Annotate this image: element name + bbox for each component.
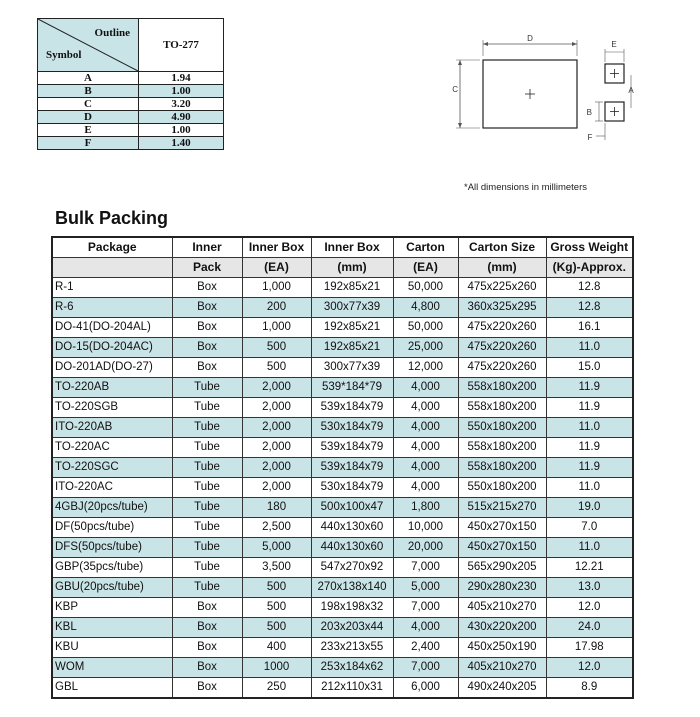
cell-inner-pack: Tube bbox=[172, 578, 242, 598]
col-header-inner: Inner bbox=[172, 237, 242, 258]
cell-carton-size: 430x220x200 bbox=[458, 618, 546, 638]
dimension-value: 1.94 bbox=[139, 72, 224, 85]
cell-package: DO-15(DO-204AC) bbox=[52, 338, 172, 358]
table-row bbox=[52, 678, 633, 699]
dimension-symbol: C bbox=[38, 98, 139, 111]
cell-inner-pack: Tube bbox=[172, 458, 242, 478]
cell-carton-size: 550x180x200 bbox=[458, 418, 546, 438]
dimension-row bbox=[38, 111, 224, 124]
cell-carton-ea: 20,000 bbox=[393, 538, 458, 558]
cell-carton-size: 290x280x230 bbox=[458, 578, 546, 598]
dimension-value: 4.90 bbox=[139, 111, 224, 124]
dimension-row bbox=[38, 98, 224, 111]
cell-inner-box-mm: 270x138x140 bbox=[311, 578, 393, 598]
label-c: C bbox=[452, 85, 458, 94]
bulk-packing-table-body bbox=[52, 278, 633, 699]
col-subheader-package bbox=[52, 258, 172, 278]
cell-inner-box-ea: 2,500 bbox=[242, 518, 311, 538]
dimension-row bbox=[38, 85, 224, 98]
label-b: B bbox=[586, 108, 592, 117]
cell-gross-weight: 12.0 bbox=[546, 598, 633, 618]
cell-inner-box-mm: 530x184x79 bbox=[311, 418, 393, 438]
table-row bbox=[52, 518, 633, 538]
cell-gross-weight: 12.21 bbox=[546, 558, 633, 578]
cell-package: GBU(20pcs/tube) bbox=[52, 578, 172, 598]
cell-inner-pack: Box bbox=[172, 318, 242, 338]
cell-inner-box-ea: 500 bbox=[242, 578, 311, 598]
cell-package: 4GBJ(20pcs/tube) bbox=[52, 498, 172, 518]
cell-gross-weight: 17.98 bbox=[546, 638, 633, 658]
cell-inner-box-mm: 539x184x79 bbox=[311, 438, 393, 458]
cell-carton-size: 450x270x150 bbox=[458, 538, 546, 558]
cell-inner-box-ea: 1,000 bbox=[242, 318, 311, 338]
table-row bbox=[52, 478, 633, 498]
table-row bbox=[52, 538, 633, 558]
dimension-symbol: D bbox=[38, 111, 139, 124]
cell-carton-size: 475x220x260 bbox=[458, 338, 546, 358]
dimension-table-body bbox=[38, 72, 224, 150]
cell-inner-box-mm: 530x184x79 bbox=[311, 478, 393, 498]
cell-inner-box-ea: 500 bbox=[242, 358, 311, 378]
cell-inner-pack: Tube bbox=[172, 558, 242, 578]
bulk-packing-title: Bulk Packing bbox=[55, 208, 169, 228]
table-row bbox=[52, 358, 633, 378]
col-subheader-carton-mm: (mm) bbox=[458, 258, 546, 278]
cell-carton-ea: 12,000 bbox=[393, 358, 458, 378]
cell-carton-ea: 4,000 bbox=[393, 398, 458, 418]
col-subheader-kg: (Kg)-Approx. bbox=[546, 258, 633, 278]
dimension-symbol: F bbox=[38, 137, 139, 150]
table-row bbox=[52, 598, 633, 618]
label-a: A bbox=[628, 86, 634, 95]
cell-gross-weight: 11.9 bbox=[546, 438, 633, 458]
cell-gross-weight: 11.0 bbox=[546, 418, 633, 438]
table-row bbox=[52, 318, 633, 338]
cell-inner-box-mm: 212x110x31 bbox=[311, 678, 393, 699]
cell-inner-box-mm: 440x130x60 bbox=[311, 518, 393, 538]
cell-carton-ea: 4,800 bbox=[393, 298, 458, 318]
cell-carton-ea: 2,400 bbox=[393, 638, 458, 658]
cell-inner-box-mm: 539x184x79 bbox=[311, 458, 393, 478]
cell-carton-size: 558x180x200 bbox=[458, 438, 546, 458]
cell-carton-size: 490x240x205 bbox=[458, 678, 546, 699]
cell-carton-ea: 7,000 bbox=[393, 658, 458, 678]
cell-gross-weight: 11.9 bbox=[546, 378, 633, 398]
col-subheader-mm: (mm) bbox=[311, 258, 393, 278]
table-header-row-2 bbox=[52, 258, 633, 278]
bulk-packing-table bbox=[51, 236, 634, 699]
cell-inner-box-ea: 500 bbox=[242, 618, 311, 638]
cell-inner-box-mm: 547x270x92 bbox=[311, 558, 393, 578]
col-header-gross-weight: Gross Weight bbox=[546, 237, 633, 258]
cell-inner-pack: Box bbox=[172, 298, 242, 318]
diagonal-header-cell bbox=[38, 19, 139, 72]
cell-inner-box-mm: 539x184x79 bbox=[311, 398, 393, 418]
cell-carton-ea: 25,000 bbox=[393, 338, 458, 358]
cell-gross-weight: 12.8 bbox=[546, 298, 633, 318]
cell-carton-ea: 4,000 bbox=[393, 378, 458, 398]
cell-carton-ea: 4,000 bbox=[393, 438, 458, 458]
cell-package: DFS(50pcs/tube) bbox=[52, 538, 172, 558]
cell-package: WOM bbox=[52, 658, 172, 678]
cell-inner-pack: Box bbox=[172, 678, 242, 699]
cell-carton-ea: 7,000 bbox=[393, 558, 458, 578]
symbol-header-label: Symbol bbox=[46, 49, 82, 61]
cell-package: TO-220AB bbox=[52, 378, 172, 398]
cell-carton-ea: 10,000 bbox=[393, 518, 458, 538]
table-row bbox=[52, 658, 633, 678]
cell-carton-size: 475x225x260 bbox=[458, 278, 546, 298]
cell-inner-box-mm: 300x77x39 bbox=[311, 358, 393, 378]
cell-package: TO-220SGC bbox=[52, 458, 172, 478]
col-header-carton-size: Carton Size bbox=[458, 237, 546, 258]
cell-inner-pack: Box bbox=[172, 278, 242, 298]
cell-inner-pack: Box bbox=[172, 618, 242, 638]
cell-package: R-1 bbox=[52, 278, 172, 298]
cell-inner-box-ea: 2,000 bbox=[242, 478, 311, 498]
cell-package: TO-220SGB bbox=[52, 398, 172, 418]
cell-carton-ea: 50,000 bbox=[393, 278, 458, 298]
cell-package: DO-41(DO-204AL) bbox=[52, 318, 172, 338]
cell-carton-ea: 7,000 bbox=[393, 598, 458, 618]
cell-inner-box-ea: 2,000 bbox=[242, 418, 311, 438]
cell-inner-box-mm: 192x85x21 bbox=[311, 278, 393, 298]
cell-carton-size: 558x180x200 bbox=[458, 458, 546, 478]
cell-carton-size: 450x270x150 bbox=[458, 518, 546, 538]
col-subheader-pack: Pack bbox=[172, 258, 242, 278]
cell-inner-pack: Box bbox=[172, 638, 242, 658]
dimension-table-header bbox=[38, 19, 224, 72]
cell-carton-ea: 6,000 bbox=[393, 678, 458, 699]
cell-inner-box-mm: 253x184x62 bbox=[311, 658, 393, 678]
col-header-inner-box-ea: Inner Box bbox=[242, 237, 311, 258]
cell-package: DF(50pcs/tube) bbox=[52, 518, 172, 538]
cell-inner-box-mm: 203x203x44 bbox=[311, 618, 393, 638]
table-row bbox=[52, 338, 633, 358]
cell-inner-pack: Box bbox=[172, 338, 242, 358]
cell-gross-weight: 7.0 bbox=[546, 518, 633, 538]
col-header-package: Package bbox=[52, 237, 172, 258]
label-e: E bbox=[611, 40, 617, 49]
dimension-table bbox=[37, 18, 224, 150]
cell-package: KBU bbox=[52, 638, 172, 658]
dimension-value: 3.20 bbox=[139, 98, 224, 111]
cell-inner-pack: Tube bbox=[172, 538, 242, 558]
dimension-value: 1.00 bbox=[139, 85, 224, 98]
cell-inner-pack: Tube bbox=[172, 438, 242, 458]
cell-carton-size: 550x180x200 bbox=[458, 478, 546, 498]
label-d: D bbox=[527, 34, 533, 43]
cell-inner-box-mm: 300x77x39 bbox=[311, 298, 393, 318]
cell-package: KBL bbox=[52, 618, 172, 638]
model-header: TO-277 bbox=[139, 19, 224, 72]
dimension-row bbox=[38, 137, 224, 150]
cell-package: GBP(35pcs/tube) bbox=[52, 558, 172, 578]
cell-inner-box-ea: 500 bbox=[242, 338, 311, 358]
cell-inner-pack: Tube bbox=[172, 498, 242, 518]
cell-gross-weight: 11.9 bbox=[546, 458, 633, 478]
cell-package: R-6 bbox=[52, 298, 172, 318]
table-row bbox=[52, 558, 633, 578]
cell-gross-weight: 12.0 bbox=[546, 658, 633, 678]
table-row bbox=[52, 298, 633, 318]
cell-gross-weight: 16.1 bbox=[546, 318, 633, 338]
cell-inner-box-ea: 2,000 bbox=[242, 458, 311, 478]
cell-gross-weight: 24.0 bbox=[546, 618, 633, 638]
cell-carton-size: 360x325x295 bbox=[458, 298, 546, 318]
cell-gross-weight: 8.9 bbox=[546, 678, 633, 699]
label-f: F bbox=[587, 133, 593, 142]
cell-inner-box-ea: 180 bbox=[242, 498, 311, 518]
cell-carton-size: 565x290x205 bbox=[458, 558, 546, 578]
cell-inner-pack: Tube bbox=[172, 418, 242, 438]
dimension-symbol: A bbox=[38, 72, 139, 85]
cell-inner-box-ea: 250 bbox=[242, 678, 311, 699]
table-row bbox=[52, 378, 633, 398]
cell-carton-ea: 1,800 bbox=[393, 498, 458, 518]
table-row bbox=[52, 278, 633, 298]
cell-inner-pack: Box bbox=[172, 658, 242, 678]
outline-header-label: Outline bbox=[94, 27, 130, 39]
cell-package: KBP bbox=[52, 598, 172, 618]
cell-carton-size: 558x180x200 bbox=[458, 398, 546, 418]
cell-inner-box-ea: 200 bbox=[242, 298, 311, 318]
cell-inner-box-mm: 539*184*79 bbox=[311, 378, 393, 398]
cell-inner-box-ea: 5,000 bbox=[242, 538, 311, 558]
cell-carton-ea: 50,000 bbox=[393, 318, 458, 338]
table-row bbox=[52, 498, 633, 518]
table-row bbox=[52, 458, 633, 478]
cell-inner-pack: Tube bbox=[172, 518, 242, 538]
cell-gross-weight: 19.0 bbox=[546, 498, 633, 518]
cell-carton-ea: 4,000 bbox=[393, 458, 458, 478]
cell-gross-weight: 15.0 bbox=[546, 358, 633, 378]
cell-inner-pack: Tube bbox=[172, 478, 242, 498]
cell-carton-ea: 4,000 bbox=[393, 478, 458, 498]
cell-package: TO-220AC bbox=[52, 438, 172, 458]
cell-carton-ea: 4,000 bbox=[393, 418, 458, 438]
cell-package: DO-201AD(DO-27) bbox=[52, 358, 172, 378]
cell-inner-box-ea: 500 bbox=[242, 598, 311, 618]
cell-carton-size: 515x215x270 bbox=[458, 498, 546, 518]
col-header-carton: Carton bbox=[393, 237, 458, 258]
cell-gross-weight: 11.0 bbox=[546, 478, 633, 498]
col-subheader-carton-ea: (EA) bbox=[393, 258, 458, 278]
cell-inner-box-mm: 233x213x55 bbox=[311, 638, 393, 658]
dimension-row bbox=[38, 72, 224, 85]
col-subheader-ea: (EA) bbox=[242, 258, 311, 278]
cell-inner-pack: Tube bbox=[172, 398, 242, 418]
table-row bbox=[52, 638, 633, 658]
cell-inner-pack: Box bbox=[172, 358, 242, 378]
cell-gross-weight: 11.0 bbox=[546, 538, 633, 558]
package-outline-drawing bbox=[440, 30, 640, 150]
cell-carton-ea: 5,000 bbox=[393, 578, 458, 598]
cell-inner-pack: Tube bbox=[172, 378, 242, 398]
cell-inner-box-ea: 2,000 bbox=[242, 378, 311, 398]
cell-inner-box-mm: 198x198x32 bbox=[311, 598, 393, 618]
col-header-inner-box-mm: Inner Box bbox=[311, 237, 393, 258]
dimension-symbol: E bbox=[38, 124, 139, 137]
cell-gross-weight: 11.9 bbox=[546, 398, 633, 418]
cell-carton-ea: 4,000 bbox=[393, 618, 458, 638]
cell-inner-box-ea: 1000 bbox=[242, 658, 311, 678]
cell-inner-box-ea: 3,500 bbox=[242, 558, 311, 578]
table-row bbox=[52, 618, 633, 638]
dimension-symbol: B bbox=[38, 85, 139, 98]
cell-gross-weight: 11.0 bbox=[546, 338, 633, 358]
cell-inner-pack: Box bbox=[172, 598, 242, 618]
cell-gross-weight: 12.8 bbox=[546, 278, 633, 298]
table-header-row-1 bbox=[52, 237, 633, 258]
dimension-note: *All dimensions in millimeters bbox=[464, 182, 588, 193]
dimension-value: 1.40 bbox=[139, 137, 224, 150]
table-row bbox=[52, 398, 633, 418]
cell-carton-size: 558x180x200 bbox=[458, 378, 546, 398]
cell-package: ITO-220AB bbox=[52, 418, 172, 438]
cell-inner-box-ea: 2,000 bbox=[242, 438, 311, 458]
cell-inner-box-mm: 192x85x21 bbox=[311, 318, 393, 338]
dimension-row bbox=[38, 124, 224, 137]
cell-carton-size: 405x210x270 bbox=[458, 658, 546, 678]
cell-inner-box-mm: 500x100x47 bbox=[311, 498, 393, 518]
cell-gross-weight: 13.0 bbox=[546, 578, 633, 598]
cell-carton-size: 475x220x260 bbox=[458, 318, 546, 338]
cell-inner-box-mm: 192x85x21 bbox=[311, 338, 393, 358]
table-row bbox=[52, 418, 633, 438]
cell-carton-size: 450x250x190 bbox=[458, 638, 546, 658]
table-row bbox=[52, 438, 633, 458]
cell-inner-box-ea: 1,000 bbox=[242, 278, 311, 298]
cell-inner-box-ea: 400 bbox=[242, 638, 311, 658]
dimension-value: 1.00 bbox=[139, 124, 224, 137]
cell-inner-box-ea: 2,000 bbox=[242, 398, 311, 418]
cell-carton-size: 405x210x270 bbox=[458, 598, 546, 618]
cell-carton-size: 475x220x260 bbox=[458, 358, 546, 378]
cell-package: GBL bbox=[52, 678, 172, 699]
table-row bbox=[52, 578, 633, 598]
cell-package: ITO-220AC bbox=[52, 478, 172, 498]
cell-inner-box-mm: 440x130x60 bbox=[311, 538, 393, 558]
